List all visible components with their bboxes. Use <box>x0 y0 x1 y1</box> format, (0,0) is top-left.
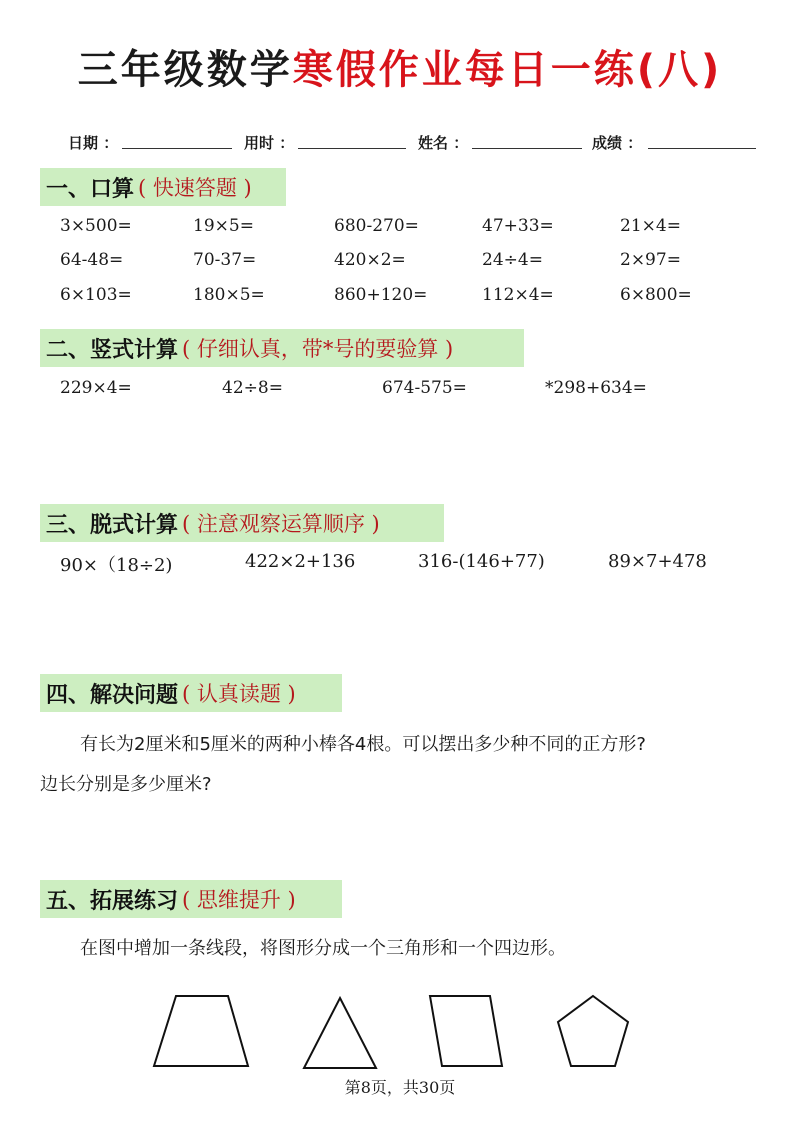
pentagon-icon <box>552 992 634 1072</box>
section-5-note: ( 思维提升 ) <box>182 888 296 912</box>
time-label: 用时 ： <box>244 134 295 152</box>
date-field[interactable] <box>122 148 232 149</box>
stepwise-calc-question: 89×7+478 <box>608 551 707 572</box>
oral-question: 6×800= <box>620 285 692 305</box>
oral-question: 180×5= <box>193 285 265 305</box>
section-3-note: ( 注意观察运算顺序 ) <box>182 512 380 536</box>
score-label: 成绩 ： <box>592 134 643 152</box>
oral-question: 3×500= <box>60 216 132 236</box>
section-2-note: ( 仔细认真，带*号的要验算 ) <box>182 337 454 361</box>
trapezoid-icon <box>150 992 254 1072</box>
oral-question: 70-37= <box>193 250 257 270</box>
vertical-calc-question: 674-575= <box>382 378 467 398</box>
oral-question: 6×103= <box>60 285 132 305</box>
oral-question: 112×4= <box>482 285 554 305</box>
time-field[interactable] <box>298 148 406 149</box>
problem-text-line-1: 有长为2厘米和5厘米的两种小棒各4根。可以摆出多少种不同的正方形? <box>80 734 646 755</box>
vertical-calc-question: 229×4= <box>60 378 132 398</box>
oral-question: 47+33= <box>482 216 554 236</box>
section-4-header <box>40 674 342 712</box>
stepwise-calc-question: 422×2+136 <box>245 551 356 572</box>
oral-question: 860+120= <box>334 285 428 305</box>
oral-question: 19×5= <box>193 216 254 236</box>
section-2-header <box>40 329 524 367</box>
date-label: 日期 ： <box>68 134 119 152</box>
vertical-calc-question: 42÷8= <box>222 378 283 398</box>
section-5-header <box>40 880 342 918</box>
parallelogram-icon <box>424 992 508 1072</box>
vertical-calc-question: *298+634= <box>545 378 647 398</box>
section-3-title: 三、脱式计算 <box>46 512 179 538</box>
oral-question: 64-48= <box>60 250 124 270</box>
stepwise-calc-question: 90×（18÷2) <box>60 555 173 576</box>
title-red: 寒假作业每日一练(八) <box>292 47 723 93</box>
section-1-title: 一、口算 <box>46 176 135 202</box>
oral-question: 2×97= <box>620 250 681 270</box>
section-4-note: ( 认真读题 ) <box>182 682 296 706</box>
section-1-note: ( 快速答题 ) <box>138 176 252 200</box>
stepwise-calc-question: 316-(146+77) <box>418 551 545 572</box>
section-5-title: 五、拓展练习 <box>46 888 179 914</box>
problem-text-line-2: 边长分别是多少厘米? <box>40 774 212 795</box>
oral-question: 24÷4= <box>482 250 543 270</box>
section-2-title: 二、竖式计算 <box>46 337 179 363</box>
title-black: 三年级数学 <box>77 47 293 93</box>
section-4-title: 四、解决问题 <box>46 682 179 708</box>
score-field[interactable] <box>648 148 756 149</box>
name-label: 姓名 ： <box>418 134 469 152</box>
extension-instruction: 在图中增加一条线段，将图形分成一个三角形和一个四边形。 <box>80 938 566 959</box>
page-title <box>0 38 800 95</box>
triangle-icon <box>300 994 380 1072</box>
oral-question: 680-270= <box>334 216 419 236</box>
section-1-header <box>40 168 286 206</box>
oral-question: 21×4= <box>620 216 681 236</box>
section-3-header <box>40 504 444 542</box>
name-field[interactable] <box>472 148 582 149</box>
page-number: 第8页，共30页 <box>344 1078 456 1097</box>
oral-question: 420×2= <box>334 250 406 270</box>
